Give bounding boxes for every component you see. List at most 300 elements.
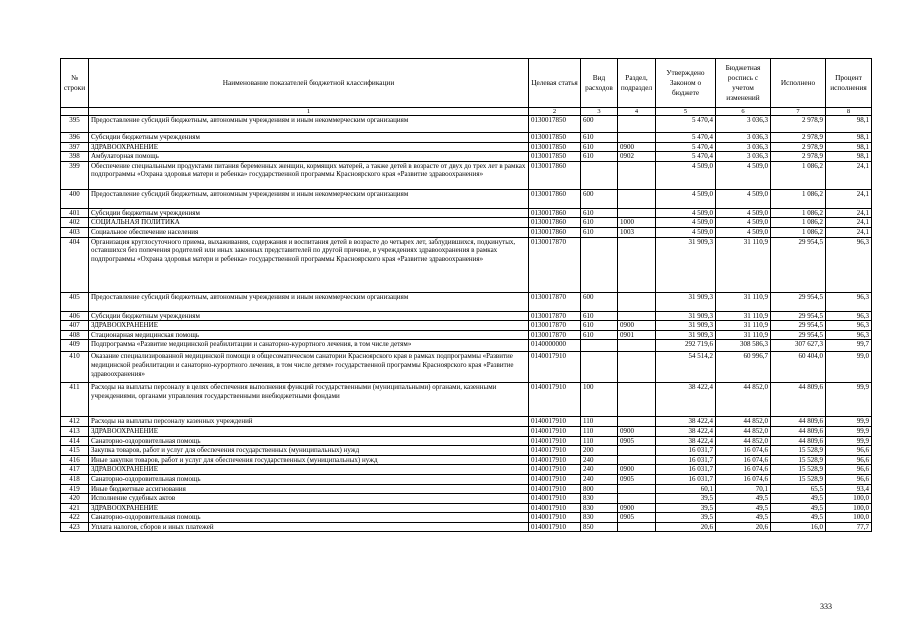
expense-kind: 600 xyxy=(581,189,618,208)
section-code: 0900 xyxy=(618,321,656,331)
indicator-name: Уплата налогов, сборов и иных платежей xyxy=(89,522,529,532)
approved-amount: 5 470,4 xyxy=(656,116,716,133)
approved-amount: 31 909,3 xyxy=(656,330,716,340)
section-code: 0900 xyxy=(618,142,656,152)
indicator-name: Стационарная медицинская помощь xyxy=(89,330,529,340)
indicator-name: СОЦИАЛЬНАЯ ПОЛИТИКА xyxy=(89,218,529,228)
target-article: 0130017860 xyxy=(529,189,581,208)
section-code xyxy=(618,311,656,321)
budget-list-amount: 4 509,0 xyxy=(716,227,771,237)
expense-kind: 600 xyxy=(581,292,618,311)
indicator-name: Иные бюджетные ассигнования xyxy=(89,484,529,494)
percent-executed: 24,1 xyxy=(826,161,872,189)
approved-amount: 16 031,7 xyxy=(656,455,716,465)
executed-amount: 49,5 xyxy=(771,503,826,513)
percent-executed: 96,6 xyxy=(826,455,872,465)
indicator-name: Обеспечение специальными продуктами питания беременных женщин, кормящих матерей, а также детей в возрасте от двух до трех лет в рамках подпрограммы «Охрана здоровья матери и ребенка» государственной программы Красноярского края «Развитие здравоохранения» xyxy=(89,161,529,189)
expense-kind: 800 xyxy=(581,484,618,494)
table-row xyxy=(61,340,872,352)
percent-executed: 100,0 xyxy=(826,513,872,523)
row-number: 413 xyxy=(61,426,89,436)
indicator-name: Амбулаторная помощь xyxy=(89,152,529,162)
table-row xyxy=(61,330,872,340)
indicator-name: Исполнение судебных актов xyxy=(89,494,529,504)
target-article: 0140017910 xyxy=(529,417,581,427)
row-number: 403 xyxy=(61,227,89,237)
percent-executed: 96,3 xyxy=(826,321,872,331)
percent-executed: 99,7 xyxy=(826,340,872,352)
percent-executed: 24,1 xyxy=(826,227,872,237)
approved-amount: 292 719,6 xyxy=(656,340,716,352)
section-code: 0900 xyxy=(618,426,656,436)
section-code xyxy=(618,494,656,504)
expense-kind: 610 xyxy=(581,321,618,331)
executed-amount: 2 978,9 xyxy=(771,116,826,133)
approved-amount: 5 470,4 xyxy=(656,152,716,162)
approved-amount: 60,1 xyxy=(656,484,716,494)
percent-executed: 77,7 xyxy=(826,522,872,532)
indicator-name: Санаторно-оздоровительная помощь xyxy=(89,474,529,484)
target-article: 0130017850 xyxy=(529,152,581,162)
section-code: 0900 xyxy=(618,465,656,475)
column-number: 8 xyxy=(826,108,872,116)
row-number: 409 xyxy=(61,340,89,352)
budget-table-sheet xyxy=(60,58,871,532)
percent-executed: 98,1 xyxy=(826,116,872,133)
section-code xyxy=(618,455,656,465)
section-code xyxy=(618,522,656,532)
expense-kind xyxy=(581,237,618,292)
target-article: 0130017860 xyxy=(529,218,581,228)
expense-kind: 240 xyxy=(581,474,618,484)
approved-amount: 20,6 xyxy=(656,522,716,532)
target-article: 0130017860 xyxy=(529,161,581,189)
header-budget-list: Бюджетная роспись с учетом изменений xyxy=(716,59,771,108)
executed-amount: 29 954,5 xyxy=(771,292,826,311)
executed-amount: 2 978,9 xyxy=(771,152,826,162)
row-number: 417 xyxy=(61,465,89,475)
indicator-name: Санаторно-оздоровительная помощь xyxy=(89,436,529,446)
row-number: 415 xyxy=(61,446,89,456)
indicator-name: ЗДРАВООХРАНЕНИЕ xyxy=(89,465,529,475)
indicator-name: Социальное обеспечение населения xyxy=(89,227,529,237)
executed-amount: 1 086,2 xyxy=(771,227,826,237)
target-article: 0140017910 xyxy=(529,513,581,523)
section-code xyxy=(618,484,656,494)
row-number: 407 xyxy=(61,321,89,331)
executed-amount: 1 086,2 xyxy=(771,218,826,228)
table-row xyxy=(61,522,872,532)
percent-executed: 96,6 xyxy=(826,465,872,475)
table-row xyxy=(61,142,872,152)
approved-amount: 16 031,7 xyxy=(656,465,716,475)
executed-amount: 29 954,5 xyxy=(771,330,826,340)
column-number: 1 xyxy=(89,108,529,116)
approved-amount: 38 422,4 xyxy=(656,383,716,417)
row-number: 396 xyxy=(61,133,89,143)
approved-amount: 31 909,3 xyxy=(656,292,716,311)
expense-kind: 240 xyxy=(581,465,618,475)
header-expense-kind: Вид расходов xyxy=(581,59,618,108)
indicator-name: Расходы на выплаты персоналу казенных учреждений xyxy=(89,417,529,427)
section-code xyxy=(618,189,656,208)
indicator-name: Оказание специализированной медицинской помощи в общесоматическом санатории Красноярского края в рамках подпрограммы «Развитие медицинской реабилитации и санаторно-курортного лечения, в том числе детям» государственной программы Красноярского края «Развитие здравоохранения» xyxy=(89,352,529,383)
approved-amount: 16 031,7 xyxy=(656,474,716,484)
indicator-name: Предоставление субсидий бюджетным, автономным учреждениям и иным некоммерческим организациям xyxy=(89,116,529,133)
percent-executed: 99,9 xyxy=(826,417,872,427)
percent-executed: 24,1 xyxy=(826,189,872,208)
approved-amount: 39,5 xyxy=(656,503,716,513)
row-number: 399 xyxy=(61,161,89,189)
budget-list-amount: 49,5 xyxy=(716,513,771,523)
table-row xyxy=(61,116,872,133)
budget-list-amount: 44 852,0 xyxy=(716,426,771,436)
expense-kind: 610 xyxy=(581,142,618,152)
column-number: 4 xyxy=(618,108,656,116)
target-article: 0140000000 xyxy=(529,340,581,352)
approved-amount: 38 422,4 xyxy=(656,426,716,436)
target-article: 0140017910 xyxy=(529,383,581,417)
table-row xyxy=(61,465,872,475)
row-number: 408 xyxy=(61,330,89,340)
expense-kind xyxy=(581,352,618,383)
target-article: 0140017910 xyxy=(529,465,581,475)
section-code xyxy=(618,417,656,427)
expense-kind xyxy=(581,340,618,352)
table-row xyxy=(61,189,872,208)
expense-kind: 850 xyxy=(581,522,618,532)
target-article: 0130017870 xyxy=(529,321,581,331)
target-article: 0140017910 xyxy=(529,455,581,465)
table-row xyxy=(61,426,872,436)
row-number: 406 xyxy=(61,311,89,321)
section-code xyxy=(618,116,656,133)
indicator-name: Иные закупки товаров, работ и услуг для обеспечения государственных (муниципальных) нужд xyxy=(89,455,529,465)
approved-amount: 4 509,0 xyxy=(656,208,716,218)
section-code xyxy=(618,340,656,352)
target-article: 0140017910 xyxy=(529,426,581,436)
approved-amount: 5 470,4 xyxy=(656,142,716,152)
percent-executed: 24,1 xyxy=(826,218,872,228)
page-number: 333 xyxy=(820,602,832,611)
indicator-name: ЗДРАВООХРАНЕНИЕ xyxy=(89,321,529,331)
table-row xyxy=(61,218,872,228)
table-row xyxy=(61,161,872,189)
approved-amount: 5 470,4 xyxy=(656,133,716,143)
budget-list-amount: 3 036,3 xyxy=(716,142,771,152)
expense-kind: 610 xyxy=(581,208,618,218)
section-code xyxy=(618,161,656,189)
budget-list-amount: 49,5 xyxy=(716,503,771,513)
table-row xyxy=(61,237,872,292)
target-article: 0140017910 xyxy=(529,352,581,383)
table-row xyxy=(61,352,872,383)
section-code: 0905 xyxy=(618,513,656,523)
executed-amount: 49,5 xyxy=(771,513,826,523)
section-code: 0902 xyxy=(618,152,656,162)
expense-kind: 110 xyxy=(581,426,618,436)
percent-executed: 96,3 xyxy=(826,330,872,340)
table-row xyxy=(61,227,872,237)
budget-list-amount: 3 036,3 xyxy=(716,133,771,143)
row-number: 404 xyxy=(61,237,89,292)
approved-amount: 16 031,7 xyxy=(656,446,716,456)
row-number: 414 xyxy=(61,436,89,446)
section-code xyxy=(618,208,656,218)
budget-list-amount: 16 074,6 xyxy=(716,474,771,484)
expense-kind: 610 xyxy=(581,330,618,340)
expense-kind: 600 xyxy=(581,116,618,133)
row-number: 411 xyxy=(61,383,89,417)
table-row xyxy=(61,503,872,513)
table-row xyxy=(61,321,872,331)
executed-amount: 60 404,0 xyxy=(771,352,826,383)
table-row xyxy=(61,436,872,446)
table-row xyxy=(61,417,872,427)
table-row xyxy=(61,311,872,321)
budget-list-amount: 44 852,0 xyxy=(716,383,771,417)
row-number: 420 xyxy=(61,494,89,504)
header-approved: Утверждено Законом о бюджете xyxy=(656,59,716,108)
indicator-name: ЗДРАВООХРАНЕНИЕ xyxy=(89,503,529,513)
budget-list-amount: 308 586,3 xyxy=(716,340,771,352)
approved-amount: 31 909,3 xyxy=(656,321,716,331)
row-number: 397 xyxy=(61,142,89,152)
budget-list-amount: 4 509,0 xyxy=(716,161,771,189)
budget-list-amount: 31 110,9 xyxy=(716,311,771,321)
expense-kind: 610 xyxy=(581,311,618,321)
expense-kind: 830 xyxy=(581,494,618,504)
expense-kind: 830 xyxy=(581,503,618,513)
indicator-name: Предоставление субсидий бюджетным, автономным учреждениям и иным некоммерческим организациям xyxy=(89,189,529,208)
row-number: 416 xyxy=(61,455,89,465)
expense-kind: 110 xyxy=(581,417,618,427)
percent-executed: 98,1 xyxy=(826,133,872,143)
header-target-article: Целевая статья xyxy=(529,59,581,108)
executed-amount: 1 086,2 xyxy=(771,208,826,218)
indicator-name: Расходы на выплаты персоналу в целях обеспечения выполнения функций государственными (муниципальными) органами, казенными учреждениями, органами управления государственными внебюджетными фондами xyxy=(89,383,529,417)
table-row xyxy=(61,494,872,504)
percent-executed: 96,6 xyxy=(826,474,872,484)
executed-amount: 2 978,9 xyxy=(771,142,826,152)
budget-list-amount: 3 036,3 xyxy=(716,116,771,133)
row-number: 395 xyxy=(61,116,89,133)
section-code: 0901 xyxy=(618,330,656,340)
column-number xyxy=(61,108,89,116)
approved-amount: 4 509,0 xyxy=(656,227,716,237)
row-number: 405 xyxy=(61,292,89,311)
header-section: Раздел, подраздел xyxy=(618,59,656,108)
approved-amount: 39,5 xyxy=(656,513,716,523)
header-indicator-name: Наименование показателей бюджетной классификации xyxy=(89,59,529,108)
row-number: 398 xyxy=(61,152,89,162)
expense-kind: 830 xyxy=(581,513,618,523)
indicator-name: Подпрограмма «Развитие медицинской реабилитации и санаторно-курортного лечения, в том числе детям» xyxy=(89,340,529,352)
section-code xyxy=(618,352,656,383)
section-code: 1000 xyxy=(618,218,656,228)
target-article: 0130017850 xyxy=(529,133,581,143)
executed-amount: 1 086,2 xyxy=(771,189,826,208)
budget-table xyxy=(60,58,872,532)
percent-executed: 99,0 xyxy=(826,352,872,383)
executed-amount: 2 978,9 xyxy=(771,133,826,143)
percent-executed: 96,6 xyxy=(826,446,872,456)
executed-amount: 44 809,6 xyxy=(771,426,826,436)
target-article: 0130017860 xyxy=(529,227,581,237)
indicator-name: Субсидии бюджетным учреждениям xyxy=(89,208,529,218)
indicator-name: Субсидии бюджетным учреждениям xyxy=(89,133,529,143)
column-number: 5 xyxy=(656,108,716,116)
budget-list-amount: 20,6 xyxy=(716,522,771,532)
executed-amount: 44 809,6 xyxy=(771,436,826,446)
table-row xyxy=(61,474,872,484)
budget-list-amount: 44 852,0 xyxy=(716,417,771,427)
executed-amount: 44 809,6 xyxy=(771,417,826,427)
section-code xyxy=(618,133,656,143)
target-article: 0140017910 xyxy=(529,474,581,484)
header-row-number: № строки xyxy=(61,59,89,108)
row-number: 422 xyxy=(61,513,89,523)
table-row xyxy=(61,133,872,143)
percent-executed: 98,1 xyxy=(826,142,872,152)
executed-amount: 15 528,9 xyxy=(771,474,826,484)
row-number: 410 xyxy=(61,352,89,383)
column-number: 2 xyxy=(529,108,581,116)
approved-amount: 38 422,4 xyxy=(656,417,716,427)
row-number: 412 xyxy=(61,417,89,427)
executed-amount: 44 809,6 xyxy=(771,383,826,417)
executed-amount: 15 528,9 xyxy=(771,465,826,475)
approved-amount: 31 909,3 xyxy=(656,311,716,321)
header-row xyxy=(61,59,872,108)
executed-amount: 29 954,5 xyxy=(771,311,826,321)
row-number: 419 xyxy=(61,484,89,494)
row-number: 401 xyxy=(61,208,89,218)
approved-amount: 4 509,0 xyxy=(656,161,716,189)
percent-executed: 93,4 xyxy=(826,484,872,494)
row-number: 421 xyxy=(61,503,89,513)
section-code: 0900 xyxy=(618,503,656,513)
percent-executed: 98,1 xyxy=(826,152,872,162)
header-executed: Исполнено xyxy=(771,59,826,108)
indicator-name: Субсидии бюджетным учреждениям xyxy=(89,311,529,321)
target-article: 0140017910 xyxy=(529,494,581,504)
section-code: 0905 xyxy=(618,436,656,446)
column-number: 6 xyxy=(716,108,771,116)
row-number: 402 xyxy=(61,218,89,228)
table-row xyxy=(61,484,872,494)
budget-list-amount: 4 509,0 xyxy=(716,208,771,218)
target-article: 0140017910 xyxy=(529,436,581,446)
budget-list-amount: 16 074,6 xyxy=(716,446,771,456)
target-article: 0140017910 xyxy=(529,522,581,532)
executed-amount: 15 528,9 xyxy=(771,446,826,456)
percent-executed: 100,0 xyxy=(826,494,872,504)
percent-executed: 100,0 xyxy=(826,503,872,513)
target-article: 0130017870 xyxy=(529,311,581,321)
expense-kind: 240 xyxy=(581,455,618,465)
budget-list-amount: 16 074,6 xyxy=(716,465,771,475)
indicator-name: ЗДРАВООХРАНЕНИЕ xyxy=(89,142,529,152)
target-article: 0140017910 xyxy=(529,503,581,513)
expense-kind: 610 xyxy=(581,218,618,228)
approved-amount: 39,5 xyxy=(656,494,716,504)
executed-amount: 29 954,5 xyxy=(771,321,826,331)
target-article: 0130017870 xyxy=(529,330,581,340)
expense-kind: 610 xyxy=(581,133,618,143)
percent-executed: 99,9 xyxy=(826,426,872,436)
budget-list-amount: 16 074,6 xyxy=(716,455,771,465)
budget-list-amount: 3 036,3 xyxy=(716,152,771,162)
indicator-name: Организация круглосуточного приема, выхаживания, содержания и воспитания детей в возрасте до четырех лет, заблудившихся, подкинутых, оставшихся без попечения родителей или иных законных представителей по другой причине, в учреждениях здравоохранения в рамках подпрограммы «Охрана здоровья матери и ребенка» государственной программы Красноярского края «Развитие здравоохранения» xyxy=(89,237,529,292)
target-article: 0140017910 xyxy=(529,446,581,456)
row-number: 423 xyxy=(61,522,89,532)
target-article: 0130017850 xyxy=(529,116,581,133)
header-percent: Процент исполнения xyxy=(826,59,872,108)
target-article: 0130017860 xyxy=(529,208,581,218)
approved-amount: 54 514,2 xyxy=(656,352,716,383)
table-row xyxy=(61,292,872,311)
percent-executed: 24,1 xyxy=(826,208,872,218)
indicator-name: Закупка товаров, работ и услуг для обеспечения государственных (муниципальных) нужд xyxy=(89,446,529,456)
indicator-name: Предоставление субсидий бюджетным, автономным учреждениям и иным некоммерческим организациям xyxy=(89,292,529,311)
table-row xyxy=(61,455,872,465)
percent-executed: 99,9 xyxy=(826,436,872,446)
column-number: 3 xyxy=(581,108,618,116)
budget-list-amount: 4 509,0 xyxy=(716,218,771,228)
target-article: 0140017910 xyxy=(529,484,581,494)
executed-amount: 49,5 xyxy=(771,494,826,504)
executed-amount: 29 954,5 xyxy=(771,237,826,292)
table-row xyxy=(61,513,872,523)
row-number: 418 xyxy=(61,474,89,484)
expense-kind: 100 xyxy=(581,383,618,417)
expense-kind: 610 xyxy=(581,152,618,162)
target-article: 0130017870 xyxy=(529,237,581,292)
approved-amount: 4 509,0 xyxy=(656,218,716,228)
section-code: 1003 xyxy=(618,227,656,237)
budget-list-amount: 31 110,9 xyxy=(716,292,771,311)
section-code xyxy=(618,383,656,417)
approved-amount: 4 509,0 xyxy=(656,189,716,208)
target-article: 0130017870 xyxy=(529,292,581,311)
table-body xyxy=(61,116,872,532)
budget-list-amount: 44 852,0 xyxy=(716,436,771,446)
expense-kind: 200 xyxy=(581,446,618,456)
approved-amount: 31 909,3 xyxy=(656,237,716,292)
indicator-name: ЗДРАВООХРАНЕНИЕ xyxy=(89,426,529,436)
table-row xyxy=(61,446,872,456)
column-number: 7 xyxy=(771,108,826,116)
indicator-name: Санаторно-оздоровительная помощь xyxy=(89,513,529,523)
section-code xyxy=(618,446,656,456)
executed-amount: 15 528,9 xyxy=(771,455,826,465)
approved-amount: 38 422,4 xyxy=(656,436,716,446)
target-article: 0130017850 xyxy=(529,142,581,152)
executed-amount: 1 086,2 xyxy=(771,161,826,189)
budget-list-amount: 70,1 xyxy=(716,484,771,494)
percent-executed: 96,3 xyxy=(826,292,872,311)
table-row xyxy=(61,152,872,162)
budget-list-amount: 31 110,9 xyxy=(716,237,771,292)
executed-amount: 16,0 xyxy=(771,522,826,532)
percent-executed: 99,9 xyxy=(826,383,872,417)
section-code xyxy=(618,292,656,311)
percent-executed: 96,3 xyxy=(826,237,872,292)
column-number-row xyxy=(61,108,872,116)
budget-list-amount: 31 110,9 xyxy=(716,321,771,331)
budget-list-amount: 49,5 xyxy=(716,494,771,504)
